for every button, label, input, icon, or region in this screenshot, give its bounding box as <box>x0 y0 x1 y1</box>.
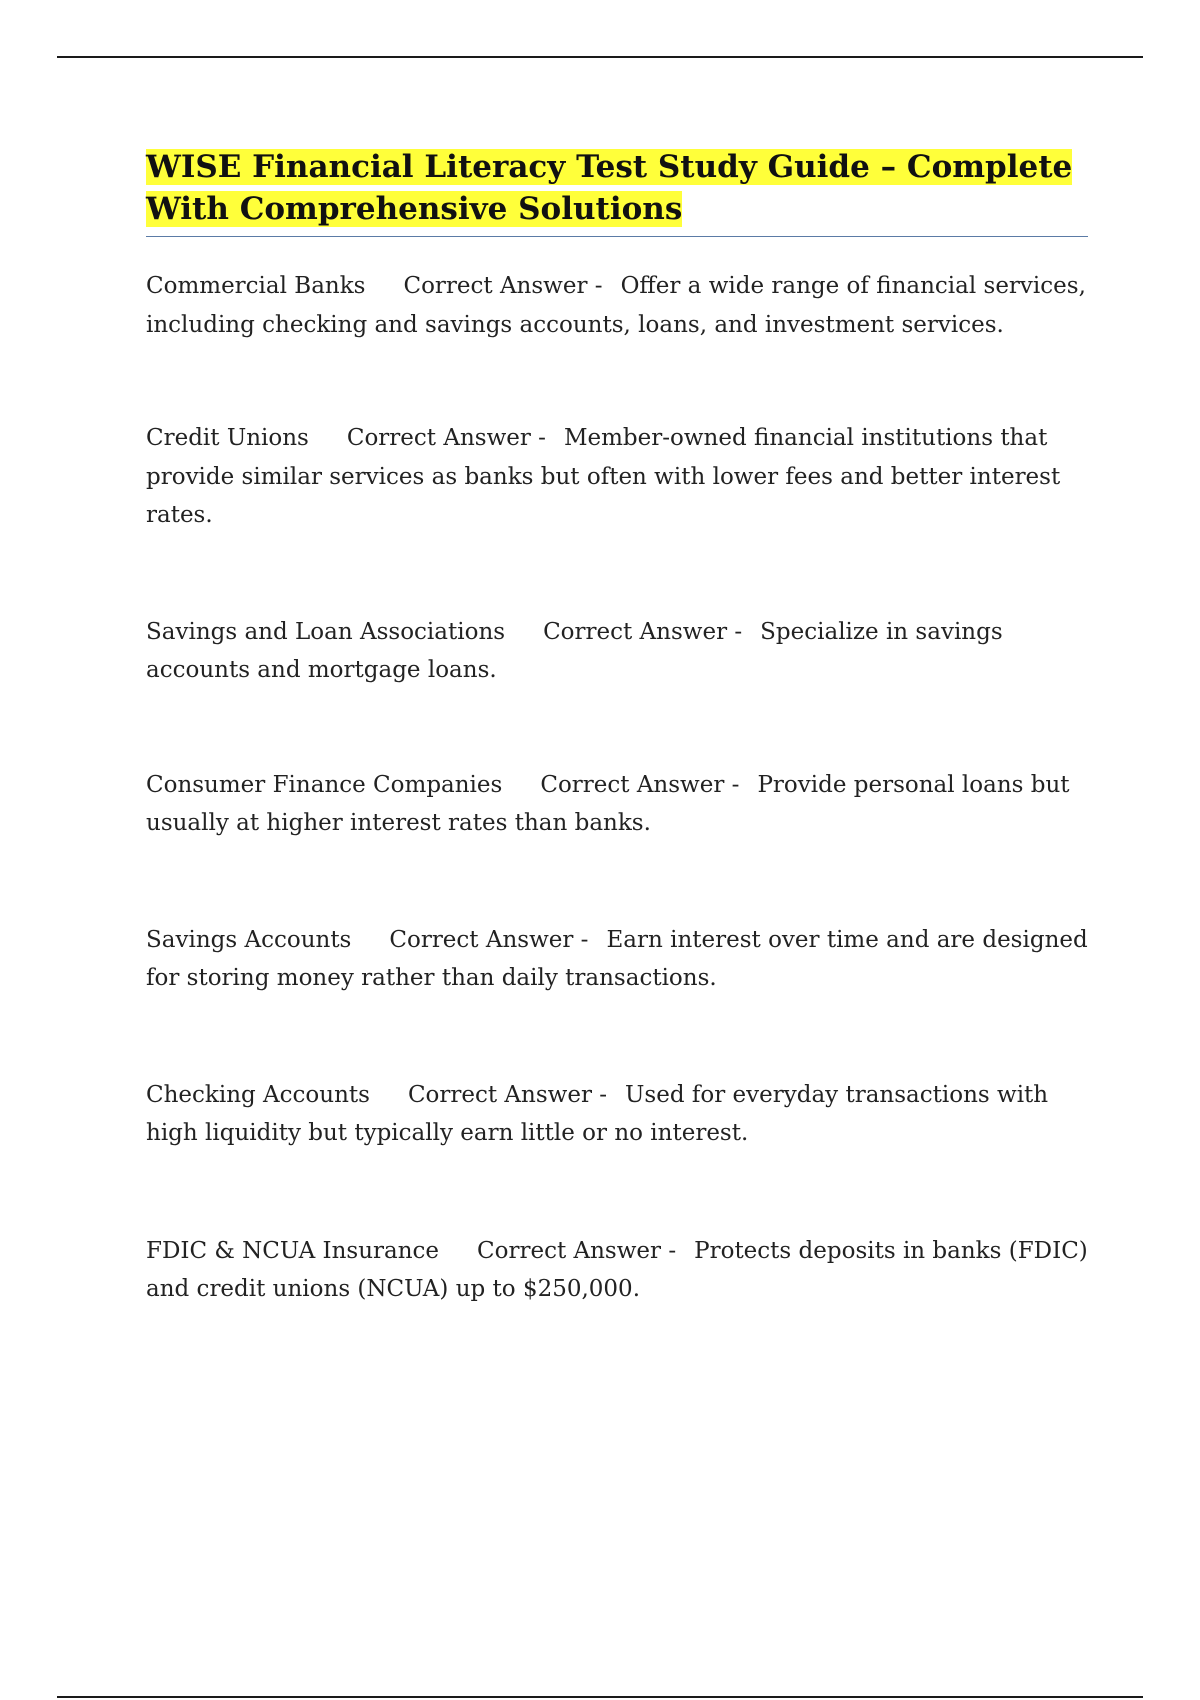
qa-answer: Provide personal loans but usually at higher interest rates than banks. <box>146 771 1070 836</box>
qa-list <box>146 267 1088 1309</box>
qa-item <box>146 267 1088 344</box>
qa-answer: Protects deposits in banks (FDIC) and credit unions (NCUA) up to $250,000. <box>146 1237 1088 1302</box>
qa-answer-label: Correct Answer - <box>407 1081 608 1108</box>
qa-answer: Specialize in savings accounts and mortgage loans. <box>146 618 1003 683</box>
qa-item <box>146 419 1088 535</box>
qa-term: Savings and Loan Associations <box>146 618 506 645</box>
qa-item <box>146 1232 1088 1309</box>
title-block <box>146 146 1088 237</box>
qa-answer-label: Correct Answer - <box>389 926 589 953</box>
document-body <box>146 146 1088 1332</box>
qa-answer: Used for everyday transactions with high liquidity but typically earn little or no interest. <box>146 1081 1049 1146</box>
qa-item <box>146 1076 1088 1153</box>
qa-answer: Earn interest over time and are designed for storing money rather than daily transactions. <box>146 926 1088 991</box>
qa-answer: Offer a wide range of financial services, including checking and savings accounts, loans, and investment services. <box>146 273 1086 338</box>
qa-term: Consumer Finance Companies <box>146 771 503 798</box>
qa-term: Commercial Banks <box>146 273 366 299</box>
qa-term: Credit Unions <box>146 425 309 451</box>
qa-item <box>146 921 1088 998</box>
qa-answer-label: Correct Answer - <box>540 771 740 798</box>
qa-answer: Member-owned financial institutions that provide similar services as banks but often with lower fees and better interest rates. <box>146 425 1061 528</box>
qa-item <box>146 613 1088 690</box>
qa-term: Savings Accounts <box>146 926 352 953</box>
document-title <box>146 146 1088 230</box>
page-bottom-rule <box>57 1696 1143 1698</box>
qa-answer-label: Correct Answer - <box>346 425 546 451</box>
qa-answer-label: Correct Answer - <box>403 273 603 299</box>
page-top-rule <box>57 56 1143 58</box>
qa-answer-label: Correct Answer - <box>477 1237 677 1264</box>
document-title-text: WISE Financial Literacy Test Study Guide – Complete With Comprehensive Solutions <box>146 149 1073 227</box>
qa-term: Checking Accounts <box>146 1081 370 1108</box>
qa-answer-label: Correct Answer - <box>543 618 743 645</box>
qa-term: FDIC & NCUA Insurance <box>146 1237 440 1264</box>
qa-item <box>146 766 1088 843</box>
